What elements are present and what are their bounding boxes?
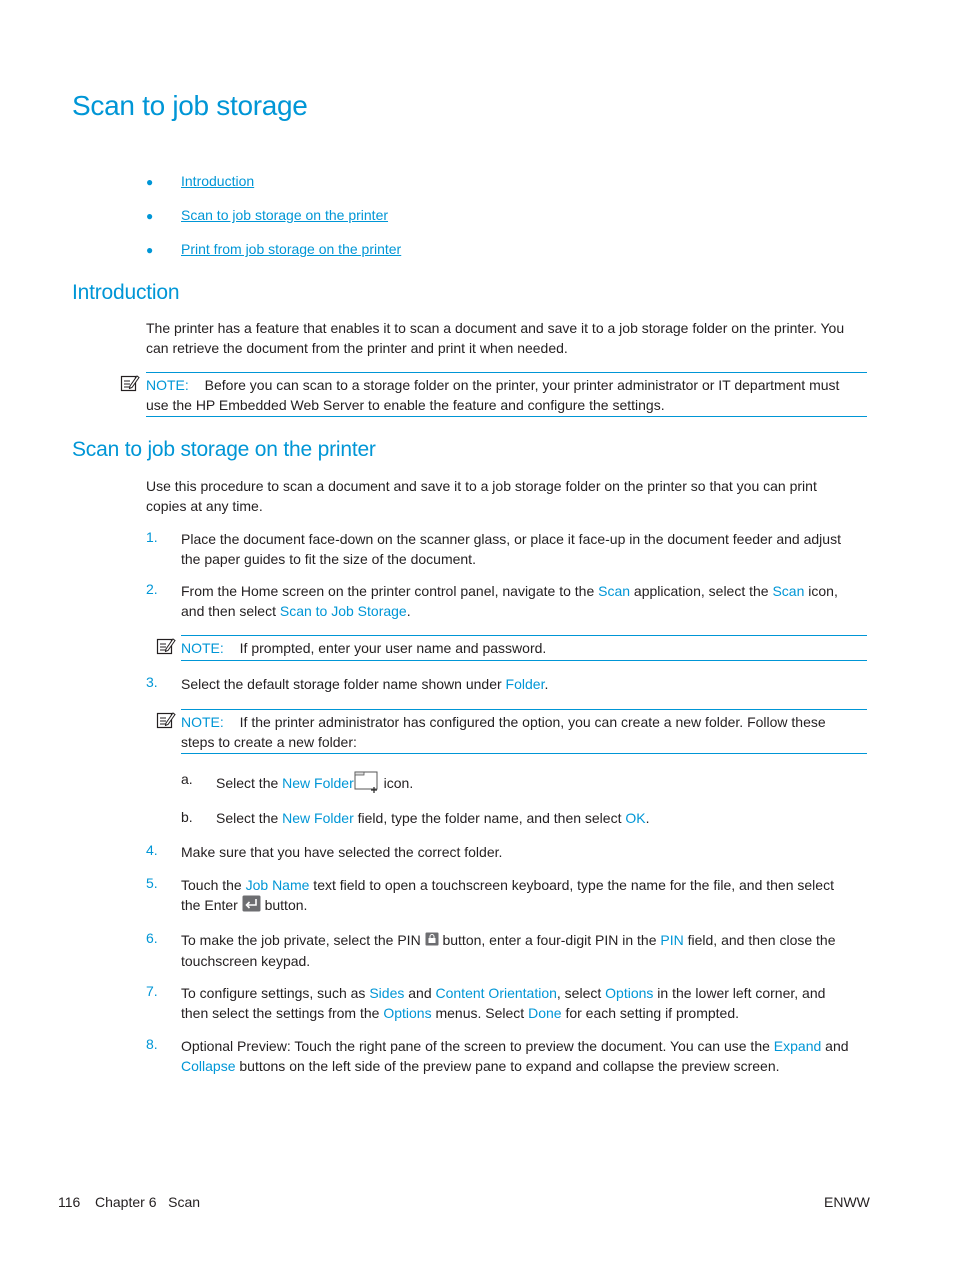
step-number: 2.	[146, 581, 158, 597]
bullet-icon: ●	[146, 243, 154, 257]
text-run: If prompted, enter your user name and password.	[239, 640, 547, 656]
step-number: 6.	[146, 930, 158, 946]
text-run: Select the	[216, 810, 283, 826]
step-number: 4.	[146, 842, 158, 858]
step-3-text	[181, 674, 548, 694]
step-7-text	[181, 983, 825, 1023]
note-1	[181, 638, 546, 658]
text-run: text field to open a touchscreen keyboard, type the name for the file, and then select	[309, 877, 834, 893]
ui-term-new-folder: New Folder	[282, 775, 354, 792]
ui-term-scan-icon: Scan	[772, 583, 805, 599]
text-run: .	[645, 810, 650, 826]
enter-key-icon	[242, 895, 261, 917]
text-run: icon,	[804, 583, 838, 599]
note-rule-top	[181, 635, 867, 636]
ui-term-ok: OK	[625, 810, 646, 826]
ui-term-folder: Folder	[505, 676, 545, 692]
text-run: button, enter a four-digit PIN in the	[438, 932, 661, 948]
note-label: NOTE:	[181, 714, 224, 730]
text-line: Use this procedure to scan a document and save it to a job storage folder on the printer so that you can print	[146, 478, 817, 494]
footer-code: ENWW	[824, 1194, 870, 1210]
toc-link-print-from-job-storage[interactable]: Print from job storage on the printer	[181, 241, 402, 257]
text-line: Place the document face-down on the scanner glass, or place it face-up in the document feeder and adjust	[181, 531, 841, 547]
text-run: From the Home screen on the printer control panel, navigate to the	[181, 583, 599, 599]
text-run: menus. Select	[431, 1005, 529, 1021]
substep-a-text	[216, 770, 413, 799]
substep-b-text	[216, 808, 650, 828]
ui-term-scan-to-job-storage: Scan to Job Storage	[279, 603, 407, 619]
ui-term-expand: Expand	[773, 1038, 822, 1054]
text-run: If the printer administrator has configured the option, you can create a new folder. Follow these	[239, 714, 826, 730]
text-line: The printer has a feature that enables it to scan a document and save it to a job storage folder on the printer. You	[146, 320, 845, 336]
text-line: can retrieve the document from the printer and print it when needed.	[146, 340, 568, 356]
step-number: 3.	[146, 674, 158, 690]
intro-paragraph	[146, 318, 844, 358]
footer-page-number: 116	[58, 1194, 81, 1210]
step-number: 8.	[146, 1036, 158, 1052]
bullet-icon: ●	[146, 175, 154, 189]
note-label: NOTE:	[146, 377, 189, 393]
note-2	[181, 712, 871, 752]
text-run: buttons on the left side of the preview pane to expand and collapse the preview screen.	[235, 1058, 780, 1074]
step-4-text: Make sure that you have selected the correct folder.	[181, 844, 503, 860]
ui-term-scan-app: Scan	[598, 583, 631, 599]
text-run: for each setting if prompted.	[561, 1005, 739, 1021]
text-run: the Enter	[181, 897, 242, 913]
ui-term-options: Options	[605, 985, 654, 1001]
note-rule-top	[181, 709, 867, 710]
page-title: Scan to job storage	[72, 90, 308, 121]
text-run: button.	[260, 897, 308, 913]
section-heading-introduction: Introduction	[72, 281, 180, 304]
step-number: 7.	[146, 983, 158, 999]
footer-chapter: Chapter 6 Scan	[95, 1194, 201, 1210]
step-6-text	[181, 930, 836, 971]
text-run: To make the job private, select the PIN	[181, 932, 425, 948]
text-run: field, type the folder name, and then select	[353, 810, 626, 826]
ui-term-sides: Sides	[369, 985, 405, 1001]
ui-term-options: Options	[383, 1005, 432, 1021]
note-pencil-icon	[120, 374, 140, 397]
note-pencil-icon	[156, 711, 176, 734]
toc-link-introduction[interactable]: Introduction	[181, 173, 255, 189]
text-line: use the HP Embedded Web Server to enable the feature and configure the settings.	[146, 397, 665, 413]
text-run: application, select the	[630, 583, 773, 599]
text-run: and then select	[181, 603, 280, 619]
pin-lock-icon	[425, 931, 439, 951]
text-line: the paper guides to fit the size of the document.	[181, 551, 476, 567]
ui-term-pin: PIN	[660, 932, 684, 948]
text-run: icon.	[379, 775, 414, 792]
note-rule-bottom	[181, 753, 867, 754]
ui-term-content-orientation: Content Orientation	[435, 985, 557, 1001]
note-rule-bottom	[181, 660, 867, 661]
new-folder-icon	[354, 770, 380, 799]
step-2-text	[181, 581, 838, 621]
text-run: To configure settings, such as	[181, 985, 370, 1001]
intro-note	[146, 375, 871, 415]
ui-term-new-folder: New Folder	[282, 810, 354, 826]
text-run: .	[544, 676, 549, 692]
step-8-text	[181, 1036, 849, 1076]
ui-term-collapse: Collapse	[181, 1058, 236, 1074]
substep-label: a.	[181, 771, 193, 787]
text-run: and	[821, 1038, 849, 1054]
note-label: NOTE:	[181, 640, 224, 656]
substep-label: b.	[181, 809, 193, 825]
text-run: then select the settings from the	[181, 1005, 384, 1021]
text-run: field, and then close the	[683, 932, 836, 948]
text-run: Touch the	[181, 877, 246, 893]
step-number: 5.	[146, 875, 158, 891]
procedure-lead	[146, 476, 817, 516]
ui-term-job-name: Job Name	[245, 877, 310, 893]
text-line: touchscreen keypad.	[181, 953, 311, 970]
text-line: steps to create a new folder:	[181, 734, 357, 750]
step-number: 1.	[146, 529, 158, 545]
text-run: Select the	[216, 775, 283, 792]
step-5-text	[181, 875, 834, 917]
ui-term-done: Done	[528, 1005, 562, 1021]
note-pencil-icon	[156, 637, 176, 660]
text-line: Before you can scan to a storage folder on the printer, your printer administrator or IT department must	[204, 377, 840, 393]
text-run: .	[406, 603, 411, 619]
toc-link-scan-to-job-storage[interactable]: Scan to job storage on the printer	[181, 207, 389, 223]
section-heading-scan-to-job-storage: Scan to job storage on the printer	[72, 438, 376, 461]
step-1-text	[181, 529, 841, 569]
note-rule-top	[146, 372, 867, 373]
text-run: in the lower left corner, and	[653, 985, 826, 1001]
text-run: , select	[556, 985, 606, 1001]
text-run: Optional Preview: Touch the right pane of the screen to preview the document. You can use the	[181, 1038, 774, 1054]
text-run: and	[404, 985, 436, 1001]
text-run: Select the default storage folder name shown under	[181, 676, 506, 692]
note-rule-bottom	[146, 416, 867, 417]
bullet-icon: ●	[146, 209, 154, 223]
text-line: copies at any time.	[146, 498, 263, 514]
